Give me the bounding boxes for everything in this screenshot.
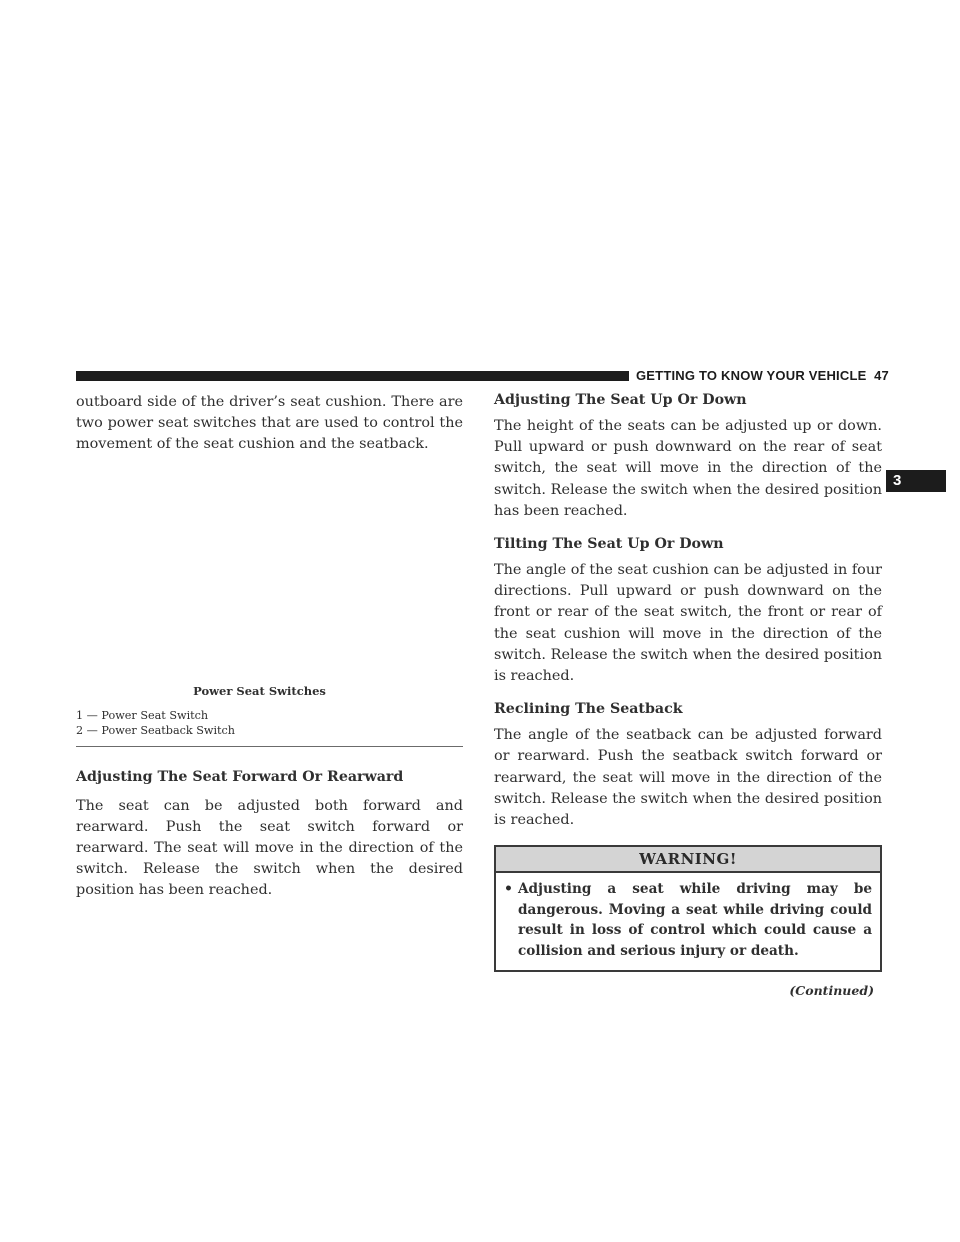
figure-area <box>76 456 463 682</box>
warning-title: WARNING! <box>496 847 880 873</box>
continued-note: (Continued) <box>789 983 874 999</box>
intro-paragraph: outboard side of the driver’s seat cushion. There are two power seat switches that are used to control the movement of the seat cushion and the seatback. <box>76 394 463 453</box>
section-heading: Adjusting The Seat Forward Or Rearward <box>76 768 404 785</box>
section-body: The angle of the seatback can be adjusted forward or rearward. Push the seatback switch forward or rearward, the seat will move in the direction of the switch. Release the switch when the desired position is reached. <box>494 727 882 829</box>
warning-body <box>496 873 880 970</box>
section-heading: Adjusting The Seat Up Or Down <box>494 392 747 408</box>
section-body: The angle of the seat cushion can be adjusted in four directions. Pull upward or push downward on the front or rear of the seat switch, the front or rear of the seat cushion will move in the direction of the switch. Release the switch when the desired position is reached. <box>494 562 882 685</box>
bullet-marker: • <box>504 881 513 898</box>
caption-divider <box>76 746 463 747</box>
page-number: 47 <box>874 368 889 383</box>
figure-caption-title: Power Seat Switches <box>193 683 326 698</box>
warning-box <box>494 845 882 972</box>
figure-legend-item: 1 — Power Seat Switch <box>76 708 209 722</box>
section-title: GETTING TO KNOW YOUR VEHICLE <box>636 368 867 383</box>
section-body: The seat can be adjusted both forward and rearward. Push the seat switch forward or rearward. The seat will move in the direction of the switch. Release the switch when the desired position has been reached. <box>76 797 463 899</box>
section-body: The height of the seats can be adjusted up or down. Pull upward or push downward on the rear of seat switch, the seat will move in the direction of the switch. Release the switch when the desired position has been reached. <box>494 418 882 519</box>
right-column <box>494 392 882 998</box>
left-column <box>76 392 463 902</box>
section-heading: Reclining The Seatback <box>494 701 683 718</box>
section-heading: Tilting The Seat Up Or Down <box>494 536 724 553</box>
header-rule <box>76 371 629 381</box>
chapter-tab: 3 <box>886 470 946 492</box>
running-header <box>636 368 889 383</box>
warning-text: Adjusting a seat while driving may be dangerous. Moving a seat while driving could result in loss of control which could cause a collision and serious injury or death. <box>518 881 872 959</box>
figure-legend-item: 2 — Power Seatback Switch <box>76 724 235 738</box>
